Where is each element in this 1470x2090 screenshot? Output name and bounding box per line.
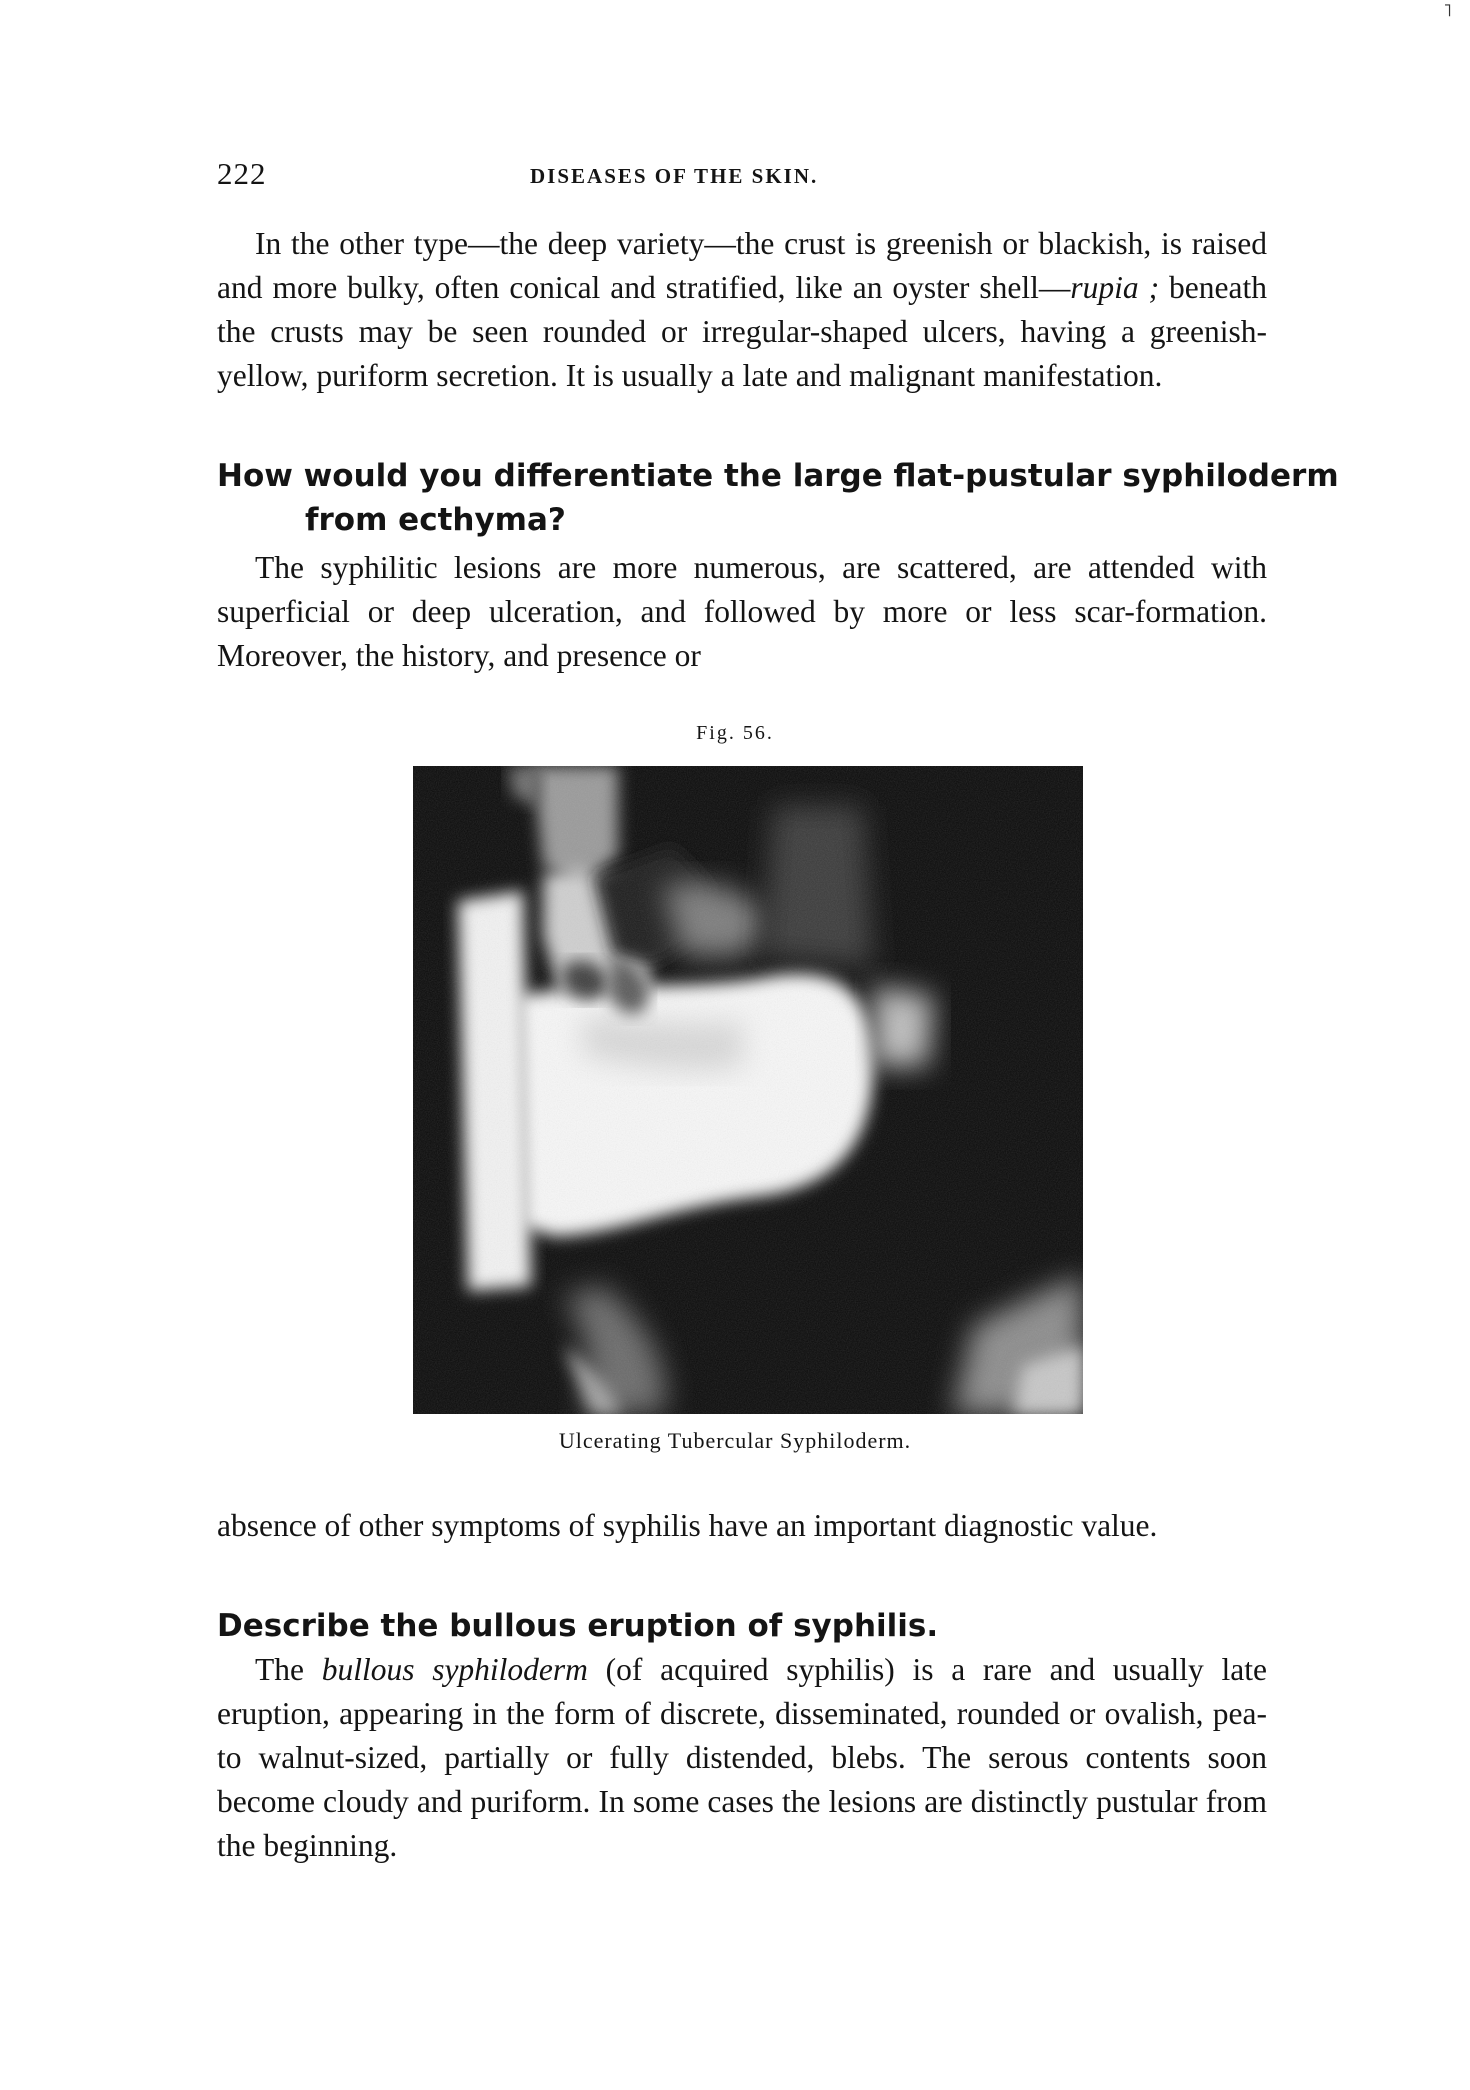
paragraph-bullous [217, 1648, 1267, 1868]
paragraph-1-italic-term: rupia ; [1070, 270, 1160, 305]
page-number: 222 [217, 156, 267, 191]
question-differentiate: How would you differentiate the large flat-pustular syphiloderm from ecthyma? [217, 458, 1339, 538]
paragraph-final-italic-term: bullous syphiloderm [321, 1652, 588, 1687]
clinical-photograph-icon [413, 766, 1083, 1414]
paragraph-final-text-a: The [255, 1652, 322, 1687]
scan-corner-mark: ˥ [1443, 0, 1452, 21]
paragraph-final-text-b: (of acquired syphilis) is a rare and usually late eruption, appearing in the form of discrete, disseminated, rounded or ovalish, pea- to walnut-sized, partially or fully distended, blebs. The serous contents soon become cloudy and puriform. In some cases the lesions are distinctly pustular from the beginning. [217, 1652, 1267, 1863]
question-bullous: Describe the bullous eruption of syphilis. [217, 1608, 939, 1644]
answer-differentiate-part-b: absence of other symptoms of syphilis have an important diagnostic value. [217, 1508, 1158, 1543]
figure-photograph [413, 766, 1083, 1414]
figure-caption: Ulcerating Tubercular Syphiloderm. [558, 1428, 912, 1453]
answer-differentiate-part-a: The syphilitic lesions are more numerous, are scattered, are attended with superficial or deep ulceration, and followed by more or less scar-formation. Moreover, the history, and presence or [217, 550, 1267, 673]
running-title: DISEASES OF THE SKIN. [530, 164, 819, 188]
paragraph-1-text-a: In the other type—the deep variety—the crust is greenish or blackish, is raised and more bulky, often conical and stratified, like an oyster shell— [217, 226, 1267, 305]
figure-label: Fig. 56. [696, 722, 774, 744]
running-head [217, 156, 1267, 196]
paragraph-1-text-b: beneath the crusts may be seen rounded or irregular-shaped ulcers, having a greenish-yellow, puriform secretion. It is usually a late and malignant manifestation. [217, 270, 1267, 393]
paragraph-deep-variety [217, 222, 1267, 398]
